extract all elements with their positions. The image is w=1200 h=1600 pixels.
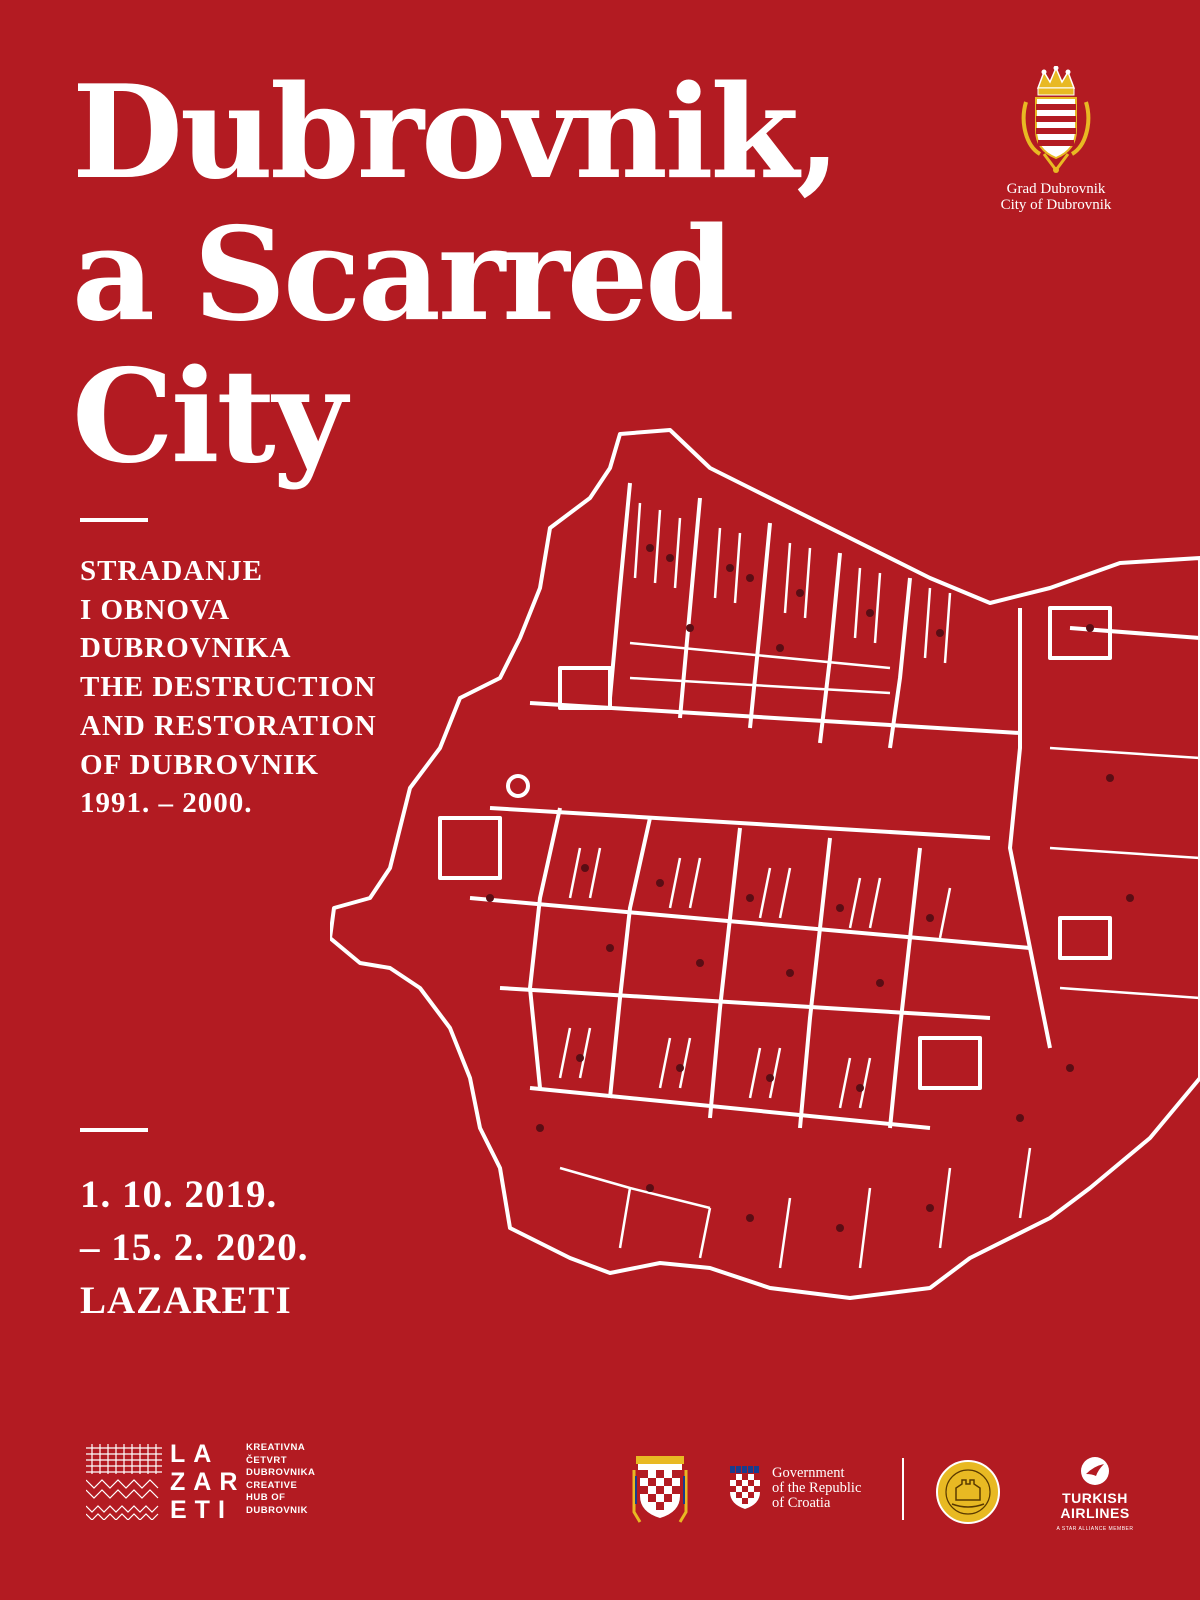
lazareti-letters-1: LA <box>170 1440 220 1468</box>
lazareti-text-5: HUB OF <box>246 1492 286 1503</box>
date-line-1: 1. 10. 2019. <box>80 1173 278 1216</box>
star-alliance-tagline: A STAR ALLIANCE MEMBER <box>1056 1526 1134 1532</box>
divider-rule-top <box>80 518 148 522</box>
divider-rule-bottom <box>80 1128 148 1132</box>
lazareti-text-4: CREATIVE <box>246 1479 298 1491</box>
city-caption-en: City of Dubrovnik <box>1000 197 1112 213</box>
subtitle-line-2: I OBNOVA <box>80 593 231 626</box>
title-line-3: City <box>72 342 344 492</box>
tk-name-2: AIRLINES <box>1060 1505 1130 1521</box>
subtitle-line-5: AND RESTORATION <box>80 709 377 742</box>
title-line-2: a Scarred <box>72 200 732 350</box>
croatian-county-crest-icon <box>632 1456 688 1526</box>
lazareti-text-6: DUBROVNIK <box>246 1504 309 1516</box>
city-caption-hr: Grad Dubrovnik <box>1006 181 1106 197</box>
dubrovnik-county-seal-icon <box>936 1460 1000 1524</box>
lazareti-text-1: KREATIVNA <box>246 1442 306 1453</box>
city-logo-caption <box>986 181 1126 213</box>
government-of-croatia-label <box>772 1466 861 1511</box>
city-of-dubrovnik-logo <box>986 66 1126 213</box>
dubrovnik-coat-of-arms-icon <box>1016 66 1096 176</box>
old-town-map <box>330 428 1200 1328</box>
sponsor-footer <box>0 1440 1200 1540</box>
poster-title <box>72 58 838 492</box>
subtitle-line-3: DUBROVNIKA <box>80 632 292 665</box>
exhibition-dates <box>80 1168 309 1327</box>
turkish-airlines-name <box>1030 1491 1160 1521</box>
croatia-government-crest-icon <box>728 1466 762 1510</box>
title-line-1: Dubrovnik, <box>72 58 838 208</box>
lazareti-text-2: ČETVRT <box>246 1454 287 1466</box>
venue-line: LAZARETI <box>80 1279 292 1322</box>
gov-text-3: of Croatia <box>772 1495 831 1511</box>
gov-text-2: of the Republic <box>772 1480 862 1496</box>
subtitle-line-1: STRADANJE <box>80 555 264 587</box>
lazareti-text-3: DUBROVNIKA <box>246 1467 316 1478</box>
gov-text-1: Government <box>772 1465 845 1481</box>
turkish-airlines-bird-icon <box>1080 1456 1110 1486</box>
subtitle-line-6: OF DUBROVNIK <box>80 748 319 781</box>
turkish-airlines-logo <box>1030 1456 1160 1532</box>
lazareti-letters-3: ETI <box>170 1496 233 1524</box>
lazareti-letters-2: ZAR <box>170 1468 246 1496</box>
date-line-2: – 15. 2. 2020. <box>80 1226 309 1269</box>
lazareti-grid-icon <box>86 1444 162 1520</box>
subtitle-line-7: 1991. – 2000. <box>80 787 253 820</box>
lazareti-wordmark <box>170 1440 245 1524</box>
lazareti-description <box>246 1442 356 1517</box>
tk-name-1: TURKISH <box>1062 1490 1128 1506</box>
footer-divider <box>902 1458 904 1520</box>
subtitle-line-4: THE DESTRUCTION <box>80 671 377 704</box>
